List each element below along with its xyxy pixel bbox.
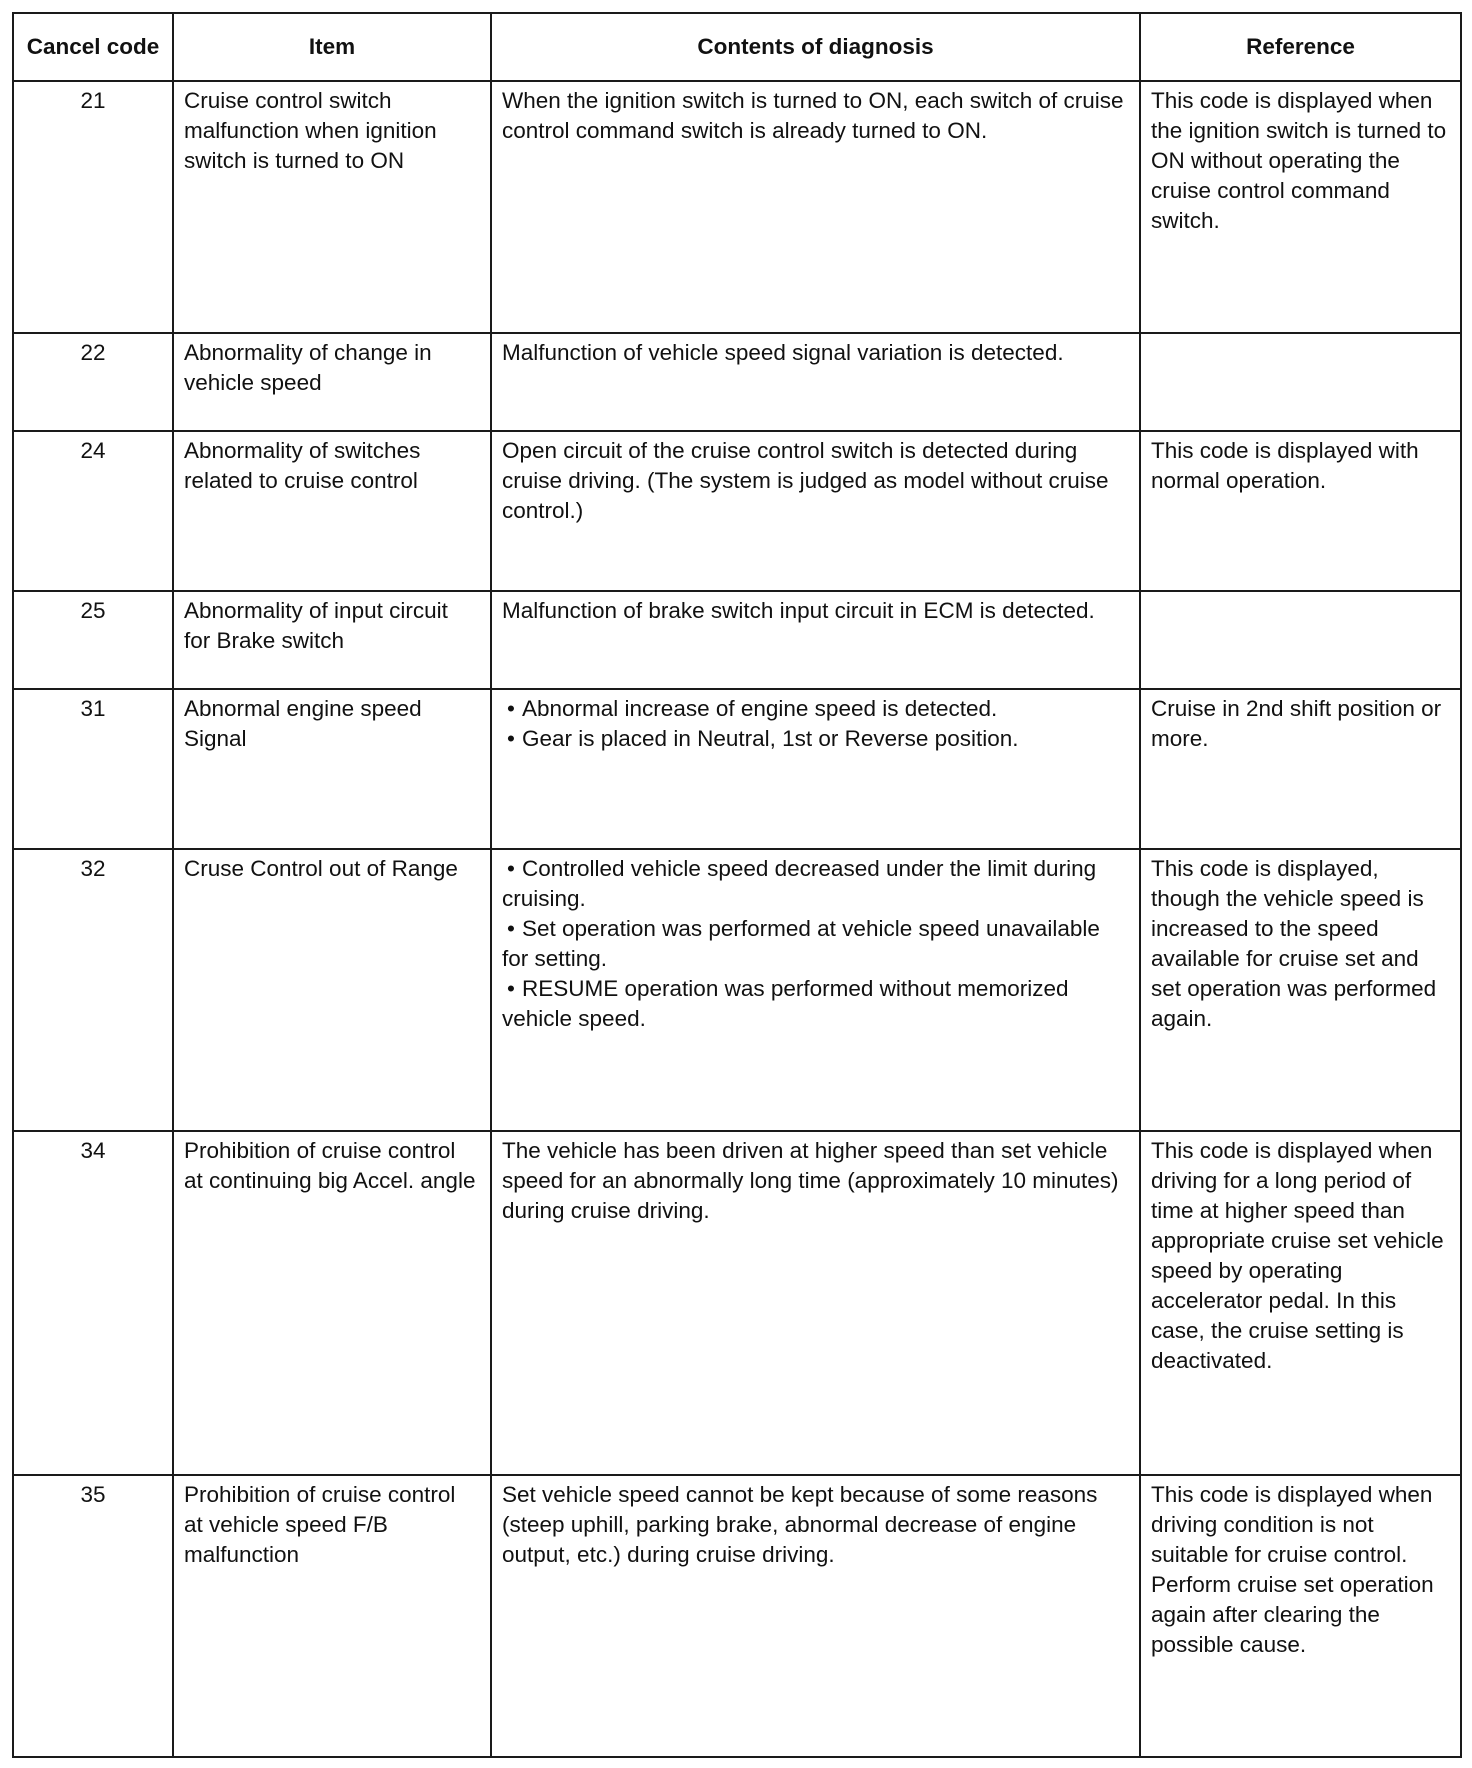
- header-reference: Reference: [1140, 13, 1461, 81]
- reference-cell: This code is displayed when the ignition switch is turned to ON without operating the cruise control command switch.: [1140, 81, 1461, 333]
- contents-cell: [491, 333, 1140, 431]
- cancel-code-cell: 35: [13, 1475, 173, 1757]
- reference-cell: [1140, 333, 1461, 431]
- diagnosis-table: [12, 12, 1462, 1758]
- cancel-code-cell: 34: [13, 1131, 173, 1475]
- contents-text: Malfunction of vehicle speed signal variation is detected.: [502, 340, 1064, 365]
- contents-cell: [491, 1131, 1140, 1475]
- contents-cell: [491, 689, 1140, 849]
- table-body: [13, 81, 1461, 1757]
- contents-cell: [491, 591, 1140, 689]
- table-header: [13, 13, 1461, 81]
- contents-bullet: • Set operation was performed at vehicle speed unavailable for setting.: [502, 914, 1129, 974]
- cancel-code-cell: 25: [13, 591, 173, 689]
- contents-bullet: • RESUME operation was performed without memorized vehicle speed.: [502, 974, 1129, 1034]
- reference-cell: This code is displayed with normal operation.: [1140, 431, 1461, 591]
- contents-text: Open circuit of the cruise control switch is detected during cruise driving. (The system is judged as model without cruise control.): [502, 438, 1109, 523]
- item-cell: Abnormality of change in vehicle speed: [173, 333, 491, 431]
- table-row: [13, 689, 1461, 849]
- item-cell: Abnormal engine speed Signal: [173, 689, 491, 849]
- cancel-code-cell: 22: [13, 333, 173, 431]
- reference-cell: This code is displayed when driving for a long period of time at higher speed than appropriate cruise set vehicle speed by operating accelerator pedal. In this case, the cruise setting is deactivated.: [1140, 1131, 1461, 1475]
- header-row: [13, 13, 1461, 81]
- item-cell: Abnormality of switches related to cruise control: [173, 431, 491, 591]
- cancel-code-cell: 32: [13, 849, 173, 1131]
- header-cancel-code: Cancel code: [13, 13, 173, 81]
- item-cell: Cruise control switch malfunction when ignition switch is turned to ON: [173, 81, 491, 333]
- contents-cell: [491, 431, 1140, 591]
- header-contents: Contents of diagnosis: [491, 13, 1140, 81]
- contents-bullet: • Controlled vehicle speed decreased under the limit during cruising.: [502, 854, 1129, 914]
- item-cell: Prohibition of cruise control at continuing big Accel. angle: [173, 1131, 491, 1475]
- reference-cell: [1140, 591, 1461, 689]
- table-row: [13, 81, 1461, 333]
- reference-cell: This code is displayed, though the vehicle speed is increased to the speed available for cruise set and set operation was performed again.: [1140, 849, 1461, 1131]
- contents-text: Set vehicle speed cannot be kept because of some reasons (steep uphill, parking brake, abnormal decrease of engine output, etc.) during cruise driving.: [502, 1482, 1098, 1567]
- contents-text: Malfunction of brake switch input circuit in ECM is detected.: [502, 598, 1095, 623]
- item-cell: Abnormality of input circuit for Brake switch: [173, 591, 491, 689]
- table-row: [13, 849, 1461, 1131]
- table-row: [13, 333, 1461, 431]
- reference-cell: This code is displayed when driving condition is not suitable for cruise control. Perform cruise set operation again after clearing the possible cause.: [1140, 1475, 1461, 1757]
- header-item: Item: [173, 13, 491, 81]
- contents-bullet: • Gear is placed in Neutral, 1st or Reverse position.: [502, 724, 1129, 754]
- contents-text: When the ignition switch is turned to ON, each switch of cruise control command switch is already turned to ON.: [502, 88, 1124, 143]
- contents-cell: [491, 1475, 1140, 1757]
- table-row: [13, 591, 1461, 689]
- cancel-code-cell: 24: [13, 431, 173, 591]
- table-row: [13, 1475, 1461, 1757]
- item-cell: Cruse Control out of Range: [173, 849, 491, 1131]
- contents-text: The vehicle has been driven at higher speed than set vehicle speed for an abnormally long time (approximately 10 minutes) during cruise driving.: [502, 1138, 1119, 1223]
- cancel-code-cell: 21: [13, 81, 173, 333]
- contents-bullet: • Abnormal increase of engine speed is detected.: [502, 694, 1129, 724]
- item-cell: Prohibition of cruise control at vehicle speed F/B malfunction: [173, 1475, 491, 1757]
- reference-cell: Cruise in 2nd shift position or more.: [1140, 689, 1461, 849]
- cancel-code-cell: 31: [13, 689, 173, 849]
- contents-cell: [491, 81, 1140, 333]
- contents-cell: [491, 849, 1140, 1131]
- table-row: [13, 1131, 1461, 1475]
- table-row: [13, 431, 1461, 591]
